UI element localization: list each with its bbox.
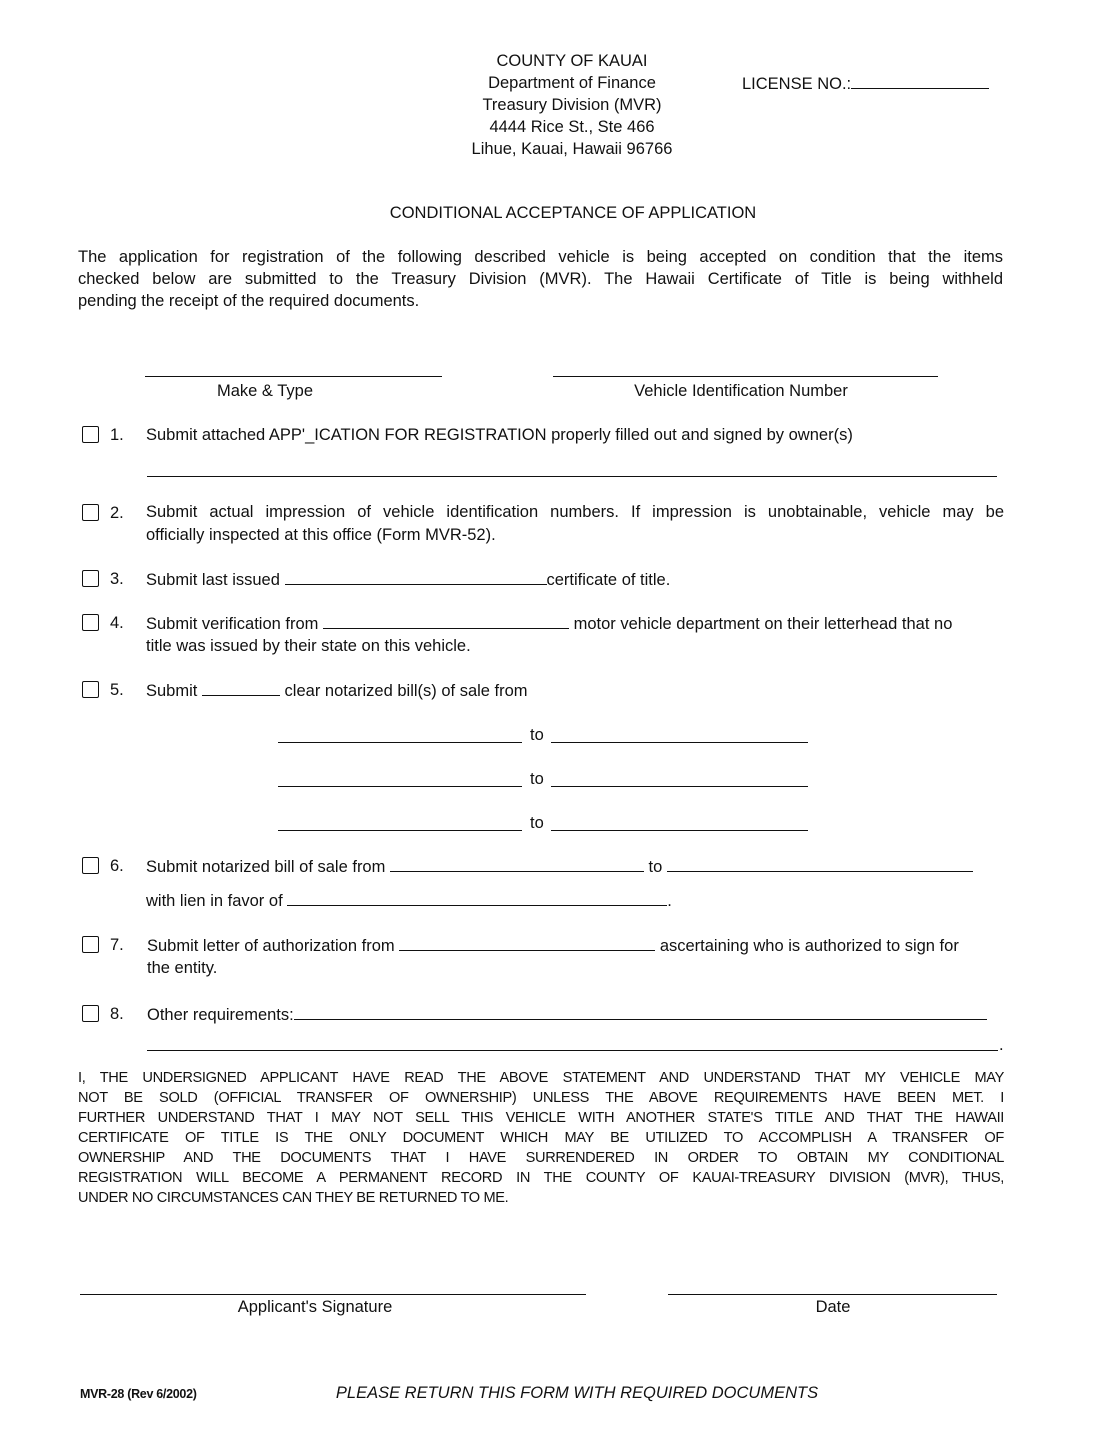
item-4-checkbox[interactable] xyxy=(82,614,99,631)
page-title: CONDITIONAL ACCEPTANCE OF APPLICATION xyxy=(389,204,757,222)
item-6-text: Submit notarized bill of sale from to xyxy=(146,855,973,878)
buyer-blank[interactable] xyxy=(551,830,808,831)
county-name: COUNTY OF KAUAI xyxy=(496,52,648,70)
to-label: to xyxy=(530,770,544,788)
statement-line: I, THE UNDERSIGNED APPLICANT HAVE READ THE ABOVE STATEMENT AND UNDERSTAND THAT MY VEHICLE MAY xyxy=(78,1070,1004,1086)
item-number: 3. xyxy=(110,570,124,588)
item-number: 2. xyxy=(110,504,124,522)
date-label: Date xyxy=(815,1298,851,1316)
item-number: 7. xyxy=(110,936,124,954)
item-5-text: Submit clear notarized bill(s) of sale from xyxy=(146,679,528,702)
item-8-checkbox[interactable] xyxy=(82,1005,99,1022)
statement-line: REGISTRATION WILL BECOME A PERMANENT RECORD IN THE COUNTY OF KAUAI-TREASURY DIVISION (MVR), THUS, xyxy=(78,1170,1004,1186)
seller-blank[interactable] xyxy=(278,786,522,787)
item-number: 5. xyxy=(110,681,124,699)
buyer-blank[interactable] xyxy=(551,786,808,787)
return-notice: PLEASE RETURN THIS FORM WITH REQUIRED DOCUMENTS xyxy=(335,1384,819,1402)
item-4-text: title was issued by their state on this vehicle. xyxy=(146,637,471,655)
other-requirements-blank[interactable] xyxy=(147,1050,998,1051)
buyer-blank[interactable] xyxy=(551,742,808,743)
intro-line: The application for registration of the following described vehicle is being accepted on condition that the items xyxy=(78,248,1003,266)
item-number: 1. xyxy=(110,426,124,444)
authorizer-blank[interactable] xyxy=(399,934,655,951)
license-number-field[interactable] xyxy=(742,72,989,95)
item-1-checkbox[interactable] xyxy=(82,426,99,443)
license-label: LICENSE NO.: xyxy=(742,75,852,93)
item-7-checkbox[interactable] xyxy=(82,936,99,953)
item-4-text: Submit verification from motor vehicle department on their letterhead that no xyxy=(146,612,952,635)
item-7-text: Submit letter of authorization from ascertaining who is authorized to sign for xyxy=(147,934,959,957)
intro-line: checked below are submitted to the Treasury Division (MVR). The Hawaii Certificate of Title is being withheld xyxy=(78,270,1003,288)
vin-label: Vehicle Identification Number xyxy=(634,382,848,400)
period: . xyxy=(999,1036,1004,1054)
item-7-text: the entity. xyxy=(147,959,218,977)
division-name: Treasury Division (MVR) xyxy=(482,96,662,114)
lien-text: with lien in favor of . xyxy=(146,889,672,912)
statement-line: OWNERSHIP AND THE DOCUMENTS THAT I HAVE SURRENDERED IN ORDER TO OBTAIN MY CONDITIONAL xyxy=(78,1150,1004,1166)
lienholder-blank[interactable] xyxy=(287,889,667,906)
item-number: 8. xyxy=(110,1005,124,1023)
item-1-text: Submit attached APP'_ICATION FOR REGISTRATION properly filled out and signed by owner(s) xyxy=(146,426,853,444)
vin-field[interactable] xyxy=(553,376,938,377)
statement-line: FURTHER UNDERSTAND THAT I MAY NOT SELL THIS VEHICLE WITH ANOTHER STATE'S TITLE AND THAT THE HAWAII xyxy=(78,1110,1004,1126)
to-label: to xyxy=(530,814,544,832)
seller-blank[interactable] xyxy=(390,855,644,872)
item-2-text: officially inspected at this office (Form MVR-52). xyxy=(146,526,496,544)
statement-line: UNDER NO CIRCUMSTANCES CAN THEY BE RETURNED TO ME. xyxy=(78,1190,509,1206)
buyer-blank[interactable] xyxy=(667,855,973,872)
seller-blank[interactable] xyxy=(278,742,522,743)
street-address: 4444 Rice St., Ste 466 xyxy=(489,118,655,136)
applicant-signature-field[interactable] xyxy=(80,1294,586,1295)
other-requirements-blank[interactable] xyxy=(294,1003,987,1020)
intro-line: pending the receipt of the required documents. xyxy=(78,292,420,310)
form-id: MVR-28 (Rev 6/2002) xyxy=(80,1387,197,1401)
item-3-checkbox[interactable] xyxy=(82,570,99,587)
item-1-blank[interactable] xyxy=(147,476,997,477)
item-3-text: Submit last issued certificate of title. xyxy=(146,568,670,591)
item-6-checkbox[interactable] xyxy=(82,857,99,874)
department-name: Department of Finance xyxy=(488,74,656,92)
statement-line: CERTIFICATE OF TITLE IS THE ONLY DOCUMENT WHICH MAY BE UTILIZED TO ACCOMPLISH A TRANSFER OF xyxy=(78,1130,1004,1146)
item-8-text: Other requirements: xyxy=(147,1003,987,1026)
item-number: 6. xyxy=(110,857,124,875)
seller-blank[interactable] xyxy=(278,830,522,831)
bill-count-blank[interactable] xyxy=(202,679,280,696)
item-2-checkbox[interactable] xyxy=(82,504,99,521)
applicant-signature-label: Applicant's Signature xyxy=(237,1298,393,1316)
city-address: Lihue, Kauai, Hawaii 96766 xyxy=(471,140,673,158)
license-number-blank[interactable] xyxy=(851,72,989,89)
to-label: to xyxy=(530,726,544,744)
statement-line: NOT BE SOLD (OFFICIAL TRANSFER OF OWNERSHIP) UNLESS THE ABOVE REQUIREMENTS HAVE BEEN MET. I xyxy=(78,1090,1004,1106)
issuing-state-blank[interactable] xyxy=(285,568,547,585)
date-field[interactable] xyxy=(668,1294,997,1295)
item-2-text: Submit actual impression of vehicle identification numbers. If impression is unobtainable, vehicle may be xyxy=(146,503,1004,521)
make-type-label: Make & Type xyxy=(217,382,313,400)
item-5-checkbox[interactable] xyxy=(82,681,99,698)
make-type-field[interactable] xyxy=(145,376,442,377)
verification-state-blank[interactable] xyxy=(323,612,569,629)
item-number: 4. xyxy=(110,614,124,632)
